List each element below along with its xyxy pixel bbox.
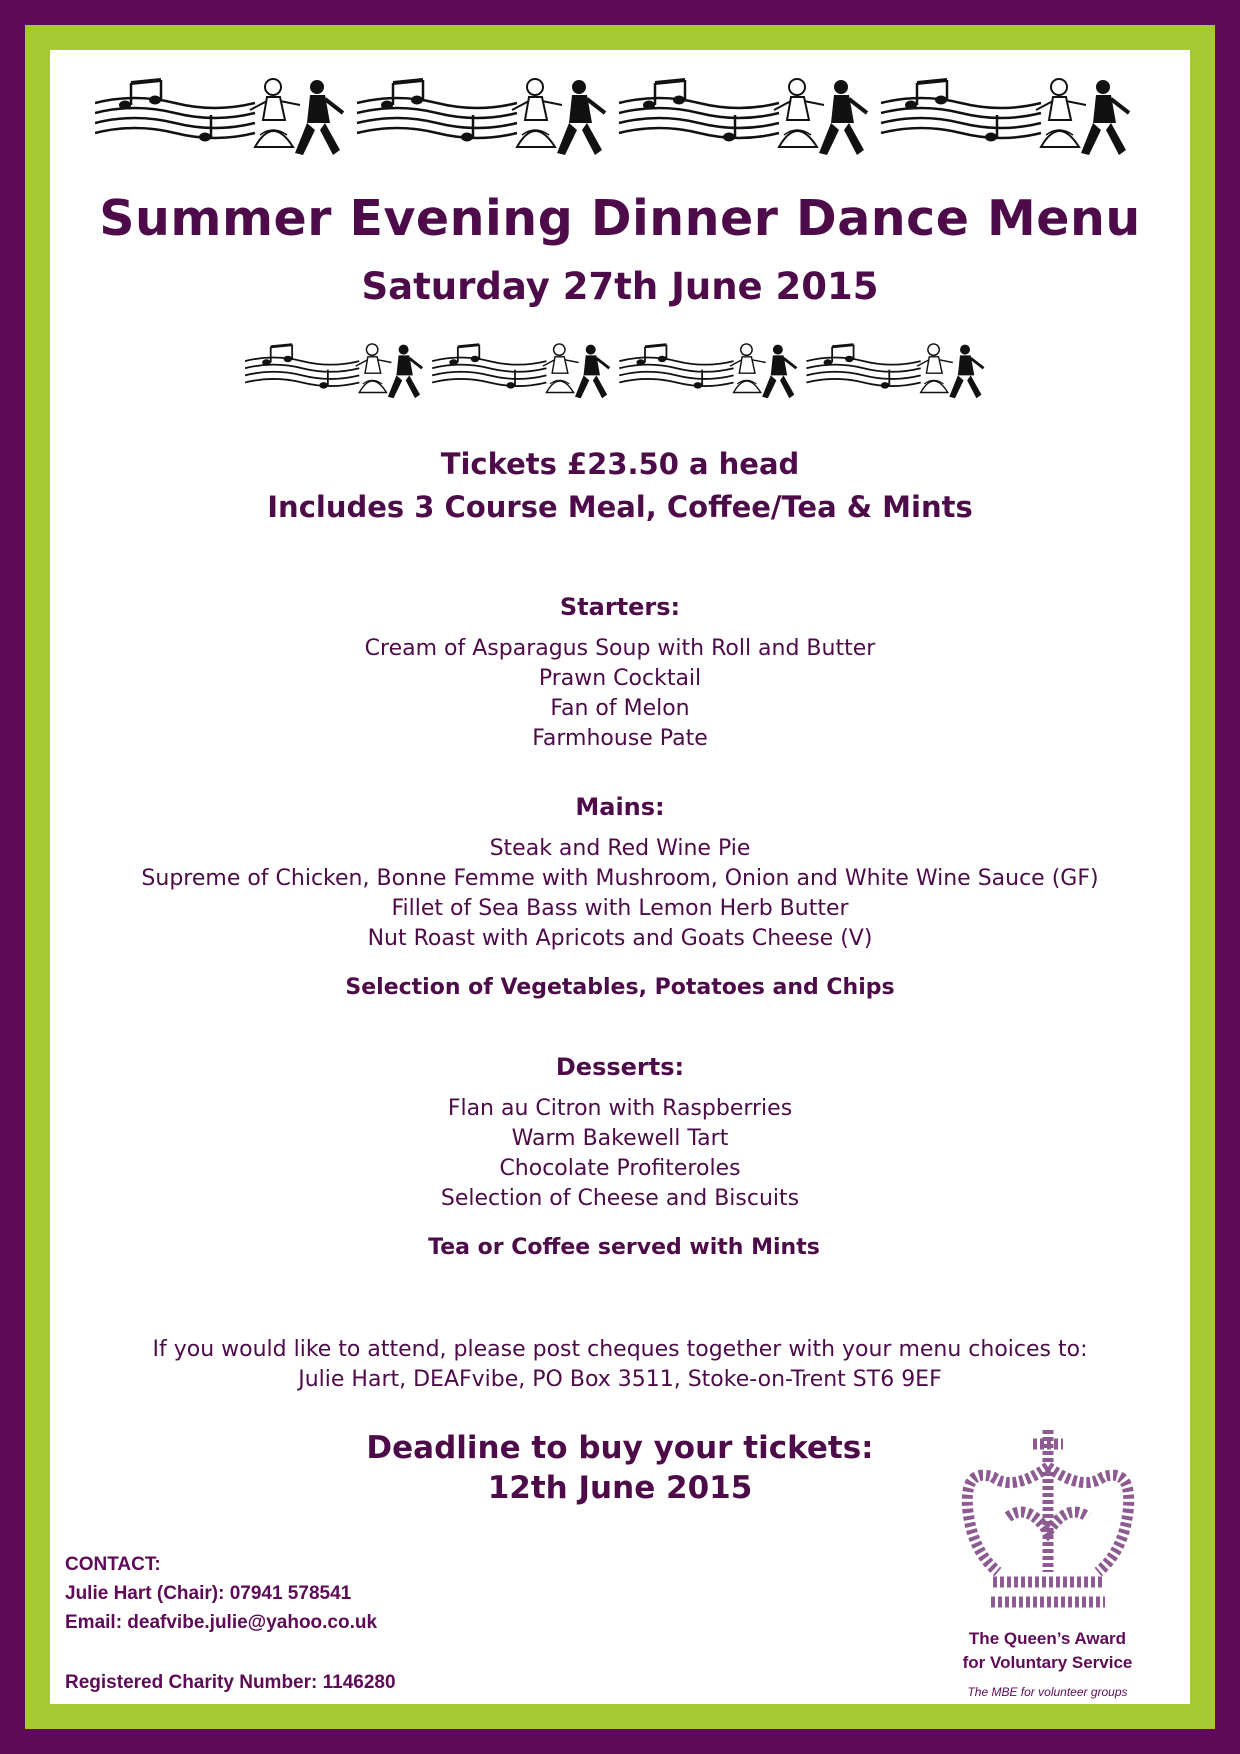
deadline-label: Deadline to buy your tickets:	[366, 1430, 874, 1466]
award-line: for Voluntary Service	[962, 1653, 1133, 1672]
crown-icon	[953, 1422, 1143, 1617]
contact-email: Email: deafvibe.julie@yahoo.co.uk	[65, 1612, 378, 1633]
event-date: Saturday 27th June 2015	[361, 265, 879, 308]
menu-item: Supreme of Chicken, Bonne Femme with Mushroom, Onion and White Wine Sauce (GF)	[141, 866, 1099, 891]
contact-block	[65, 1550, 377, 1637]
music-dancers-border-middle	[245, 340, 995, 410]
menu-item: Fan of Melon	[550, 696, 690, 721]
menu-item: Steak and Red Wine Pie	[489, 836, 751, 861]
desserts-after: Tea or Coffee served with Mints	[428, 1235, 820, 1260]
menu-item: Fillet of Sea Bass with Lemon Herb Butter	[391, 896, 849, 921]
mains-sides: Selection of Vegetables, Potatoes and Chips	[345, 975, 895, 1000]
page-title: Summer Evening Dinner Dance Menu	[99, 190, 1141, 247]
ticket-includes: Includes 3 Course Meal, Coffee/Tea & Mints	[267, 490, 973, 524]
desserts-list	[50, 1094, 1190, 1214]
attend-line: If you would like to attend, please post cheques together with your menu choices to:	[152, 1337, 1088, 1362]
menu-item: Warm Bakewell Tart	[511, 1126, 729, 1151]
award-line: The Queen’s Award	[968, 1629, 1127, 1648]
mains-heading: Mains:	[575, 793, 665, 821]
award-tagline: The MBE for volunteer groups	[967, 1685, 1128, 1699]
menu-page	[50, 50, 1190, 1704]
queens-award-logo	[940, 1422, 1155, 1699]
menu-item: Selection of Cheese and Biscuits	[440, 1186, 800, 1211]
award-name	[940, 1627, 1155, 1675]
menu-item: Farmhouse Pate	[532, 726, 708, 751]
starters-heading: Starters:	[559, 593, 681, 621]
deadline-date: 12th June 2015	[487, 1470, 753, 1506]
menu-item: Chocolate Profiteroles	[499, 1156, 741, 1181]
menu-item: Cream of Asparagus Soup with Roll and Butter	[364, 636, 876, 661]
contact-heading: CONTACT:	[65, 1554, 161, 1575]
menu-item: Flan au Citron with Raspberries	[447, 1096, 793, 1121]
postal-address: Julie Hart, DEAFvibe, PO Box 3511, Stoke-on-Trent ST6 9EF	[298, 1367, 942, 1392]
ticket-price: Tickets £23.50 a head	[440, 447, 800, 481]
contact-phone: Julie Hart (Chair): 07941 578541	[65, 1583, 352, 1604]
menu-item: Nut Roast with Apricots and Goats Cheese (V)	[367, 926, 873, 951]
desserts-heading: Desserts:	[555, 1053, 685, 1081]
music-dancers-border-top	[95, 75, 1145, 170]
charity-number: Registered Charity Number: 1146280	[65, 1672, 396, 1693]
attend-instructions	[50, 1335, 1190, 1395]
mains-list	[50, 834, 1190, 954]
starters-list	[50, 634, 1190, 754]
menu-item: Prawn Cocktail	[538, 666, 702, 691]
